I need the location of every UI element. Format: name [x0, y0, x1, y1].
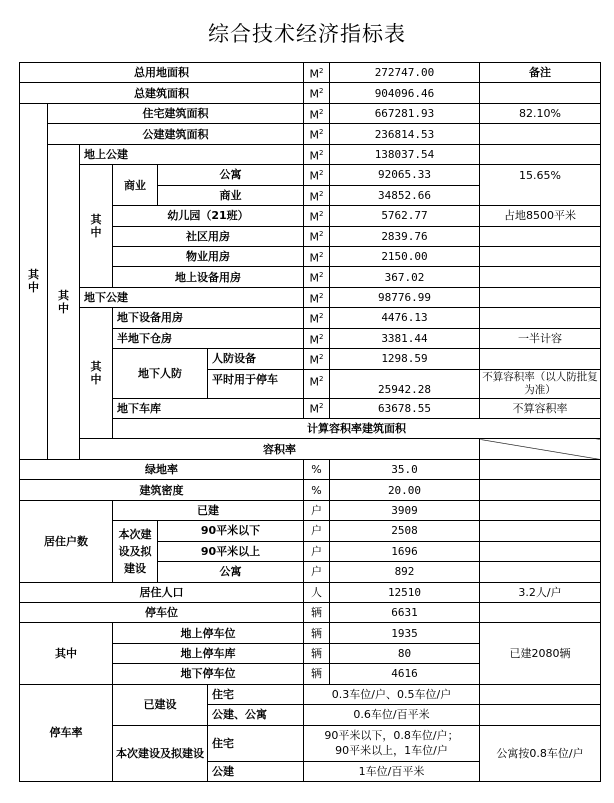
unit-m2: $M^2$: [304, 328, 330, 348]
row-label: 地上停车位: [113, 623, 304, 643]
row-value: 367.02: [330, 267, 480, 287]
table-row: [20, 287, 601, 307]
unit-m2: $M^2$: [304, 103, 330, 123]
unit-percent: %: [304, 459, 330, 479]
group-label-qizhong: 其中: [20, 623, 113, 684]
row-label: 半地下仓房: [113, 328, 304, 348]
row-note: 一半计容: [480, 328, 601, 348]
row-note: 15.65%: [480, 165, 601, 206]
unit-household: 户: [304, 562, 330, 582]
row-label: 人防设备: [208, 349, 304, 369]
row-label: 总建筑面积: [20, 83, 304, 103]
row-value: 1935: [330, 623, 480, 643]
row-value: 25942.28: [330, 369, 480, 398]
row-value: 1车位/百平米: [304, 761, 480, 781]
table-row: [20, 165, 601, 185]
row-value: 5762.77: [330, 206, 480, 226]
unit-vehicle: 辆: [304, 623, 330, 643]
row-label: 计算容积率建筑面积: [113, 419, 601, 439]
row-label: 物业用房: [113, 246, 304, 266]
table-row: [20, 480, 601, 500]
group-label-commerce: 商业: [113, 165, 158, 206]
row-note: 占地8500平米: [480, 206, 601, 226]
row-value: 80: [330, 643, 480, 663]
row-label: 公建、公寓: [208, 705, 304, 725]
table-row: [20, 144, 601, 164]
row-note: 82.10%: [480, 103, 601, 123]
row-label: 住宅建筑面积: [48, 103, 304, 123]
unit-m2: $M^2$: [304, 63, 330, 83]
group-label-this-build: 本次建设及拟建设: [113, 725, 208, 781]
table-row: [20, 103, 601, 123]
unit-vehicle: 辆: [304, 643, 330, 663]
unit-none-diagonal: [480, 439, 601, 459]
row-value: 20.00: [330, 480, 480, 500]
page-title: 综合技术经济指标表: [208, 22, 406, 46]
unit-m2: $M^2$: [304, 246, 330, 266]
row-label: 90平米以上: [158, 541, 304, 561]
row-label: 地上公建: [80, 144, 304, 164]
row-label: 地下设备用房: [113, 308, 304, 328]
unit-m2: $M^2$: [304, 398, 330, 418]
row-value: 63678.55: [330, 398, 480, 418]
unit-m2: $M^2$: [304, 349, 330, 369]
row-label: 地下车库: [113, 398, 304, 418]
unit-m2: $M^2$: [304, 369, 330, 398]
row-value: 0.3车位/户、0.5车位/户: [304, 684, 480, 704]
row-value: 3909: [330, 500, 480, 520]
row-value: 892: [330, 562, 480, 582]
row-label: 幼儿园（21班）: [113, 206, 304, 226]
table-row: [20, 684, 601, 704]
unit-household: 户: [304, 521, 330, 541]
group-label-households: 居住户数: [20, 500, 113, 582]
table-row: [20, 439, 601, 459]
group-label-qizhong: 其 中: [48, 144, 80, 459]
row-value: 272747.00: [330, 63, 480, 83]
table-row: [20, 459, 601, 479]
group-label-parking-rate: 停车率: [20, 684, 113, 781]
unit-person: 人: [304, 582, 330, 602]
remarks-header: 备注: [480, 63, 601, 83]
unit-m2: $M^2$: [304, 185, 330, 205]
indicator-table: [19, 62, 601, 782]
row-value: 138037.54: [330, 144, 480, 164]
row-label: 住宅: [208, 725, 304, 761]
row-label: 居住人口: [20, 582, 304, 602]
table-row: [20, 124, 601, 144]
table-row: [20, 602, 601, 622]
table-row: [20, 623, 601, 643]
row-value: 12510: [330, 582, 480, 602]
unit-vehicle: 辆: [304, 664, 330, 684]
unit-m2: $M^2$: [304, 206, 330, 226]
unit-m2: $M^2$: [304, 287, 330, 307]
unit-m2: $M^2$: [304, 267, 330, 287]
row-label: 公寓: [158, 562, 304, 582]
row-note: 公寓按0.8车位/户: [480, 725, 601, 781]
group-label-built: 已建设: [113, 684, 208, 725]
table-row: [20, 63, 601, 83]
unit-m2: $M^2$: [304, 124, 330, 144]
row-label: 公寓: [158, 165, 304, 185]
unit-percent: %: [304, 480, 330, 500]
group-label-qizhong: 其 中: [80, 165, 113, 288]
unit-m2: $M^2$: [304, 226, 330, 246]
row-value: 2150.00: [330, 246, 480, 266]
row-label: 商业: [158, 185, 304, 205]
row-value: 667281.93: [330, 103, 480, 123]
row-value: 34852.66: [330, 185, 480, 205]
row-value: 2508: [330, 521, 480, 541]
row-value: 4616: [330, 664, 480, 684]
row-label: 公建: [208, 761, 304, 781]
row-label: 地上设备用房: [113, 267, 304, 287]
row-label: 建筑密度: [20, 480, 304, 500]
row-label: 住宅: [208, 684, 304, 704]
row-note: 不算容积率（以人防批复为准）: [480, 369, 601, 398]
row-note: 已建2080辆: [480, 623, 601, 684]
row-label: 总用地面积: [20, 63, 304, 83]
table-row: [20, 308, 601, 328]
group-label-this-batch: 本次建设及拟建设: [113, 521, 158, 582]
row-label: 社区用房: [113, 226, 304, 246]
table-row: [20, 83, 601, 103]
unit-m2: $M^2$: [304, 144, 330, 164]
row-label: 绿地率: [20, 459, 304, 479]
row-value: 0.6车位/百平米: [304, 705, 480, 725]
row-label: 已建: [113, 500, 304, 520]
unit-vehicle: 辆: [304, 602, 330, 622]
row-label: 停车位: [20, 602, 304, 622]
group-label-qizhong: 其 中: [20, 103, 48, 459]
row-value: 4476.13: [330, 308, 480, 328]
row-label: 90平米以下: [158, 521, 304, 541]
row-value: 98776.99: [330, 287, 480, 307]
unit-household: 户: [304, 500, 330, 520]
row-note: 3.2人/户: [480, 582, 601, 602]
table-row: [20, 500, 601, 520]
row-label: 地下停车位: [113, 664, 304, 684]
unit-m2: $M^2$: [304, 165, 330, 185]
row-value: 3381.44: [330, 328, 480, 348]
row-label: 地下公建: [80, 287, 304, 307]
row-value: 2839.76: [330, 226, 480, 246]
group-label-civil-defense: 地下人防: [113, 349, 208, 398]
group-label-qizhong: 其 中: [80, 308, 113, 439]
row-value: 1696: [330, 541, 480, 561]
unit-m2: $M^2$: [304, 83, 330, 103]
unit-household: 户: [304, 541, 330, 561]
unit-m2: $M^2$: [304, 308, 330, 328]
row-label: 公建建筑面积: [48, 124, 304, 144]
row-value: 6631: [330, 602, 480, 622]
row-note: 不算容积率: [480, 398, 601, 418]
row-value: 1298.59: [330, 349, 480, 369]
row-value: 92065.33: [330, 165, 480, 185]
row-value: 90平米以下，0.8车位/户；90平米以上，1车位/户: [304, 725, 480, 761]
row-value: 236814.53: [330, 124, 480, 144]
row-value: 35.0: [330, 459, 480, 479]
row-label: 容积率: [80, 439, 480, 459]
row-label: 平时用于停车: [208, 369, 304, 398]
row-label: 地上停车库: [113, 643, 304, 663]
table-row: [20, 582, 601, 602]
row-value: 904096.46: [330, 83, 480, 103]
